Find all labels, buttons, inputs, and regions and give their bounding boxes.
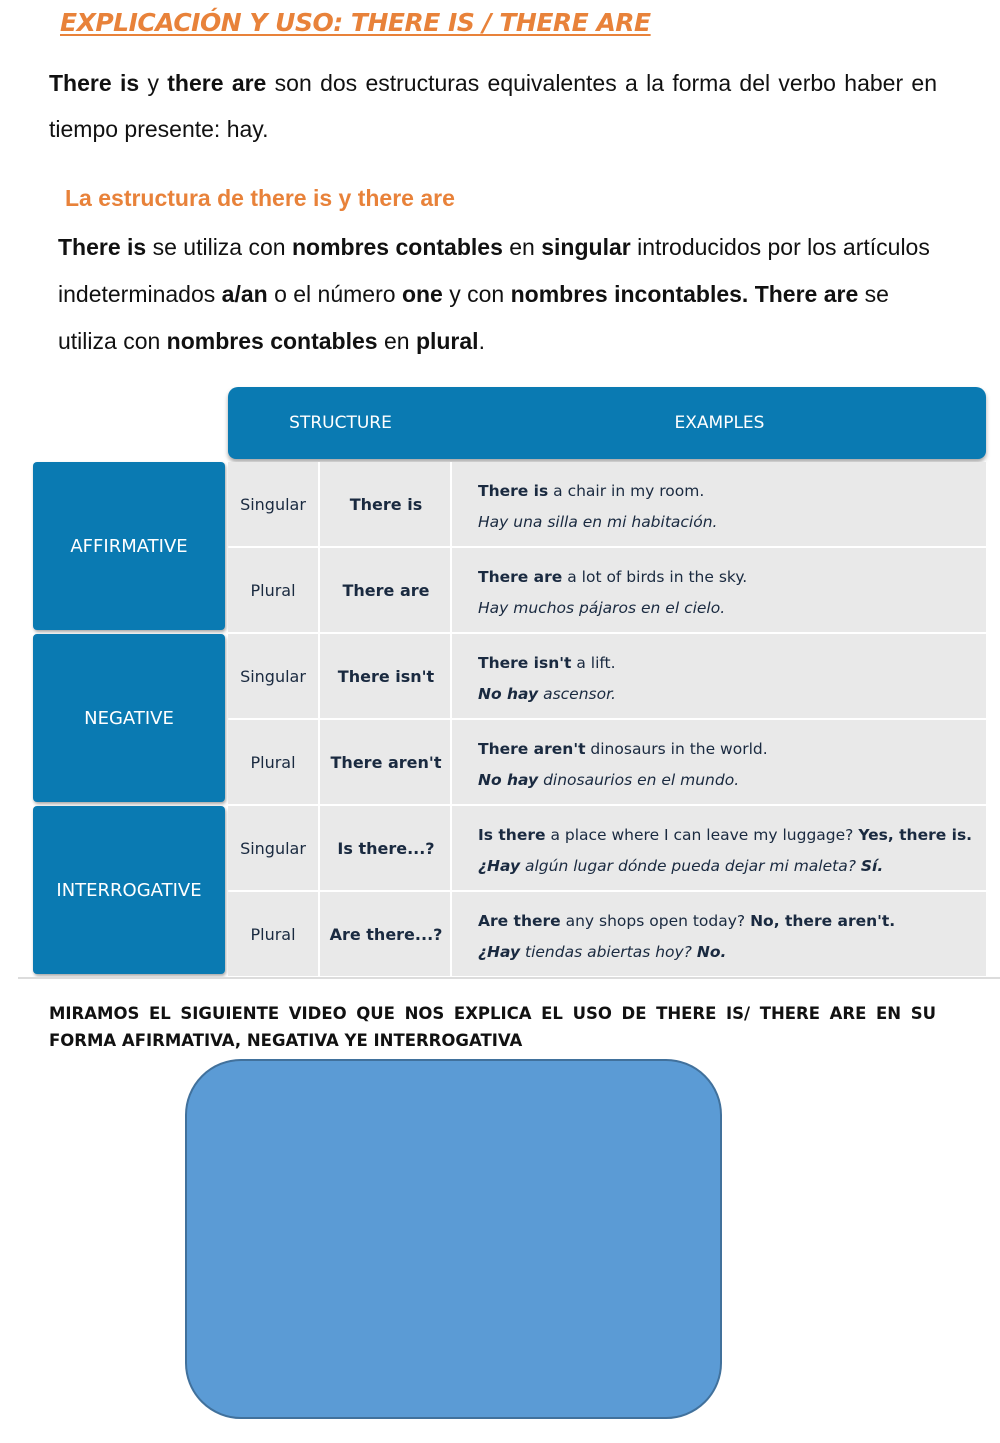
header-structure: STRUCTURE — [289, 413, 392, 433]
example-en-bold: There is — [478, 482, 549, 500]
structure-paragraph — [58, 224, 943, 365]
form-cell: There isn't — [322, 634, 452, 718]
example-en — [478, 562, 978, 593]
example-en-bold: There are — [478, 568, 563, 586]
example-cell — [478, 734, 978, 796]
example-es — [478, 593, 978, 624]
example-es — [478, 507, 978, 538]
number-cell: Plural — [228, 892, 320, 976]
form-cell: Are there...? — [322, 892, 452, 976]
example-cell — [478, 820, 978, 882]
number-cell: Plural — [228, 548, 320, 632]
example-en-bold: There isn't — [478, 654, 572, 672]
example-es-text: Hay una silla en mi habitación. — [478, 513, 718, 531]
number-cell: Plural — [228, 720, 320, 804]
example-en-answer: Yes, there is. — [858, 826, 973, 844]
intro-bold-there-are: there are — [167, 70, 267, 96]
bold-term: singular — [541, 234, 631, 260]
intro-text: y — [139, 70, 168, 96]
example-es — [478, 851, 978, 882]
group-interrogative: INTERROGATIVE — [33, 806, 225, 974]
example-es-text: Hay muchos pájaros en el cielo. — [478, 599, 726, 617]
intro-text: son dos estructuras equivalentes a la forma del verbo haber en tiempo presente: hay. — [49, 70, 937, 142]
example-es-answer: Sí. — [860, 857, 884, 875]
video-placeholder[interactable] — [185, 1059, 722, 1419]
table-row — [228, 806, 986, 890]
divider — [18, 977, 1000, 979]
example-en-bold: Are there — [478, 912, 561, 930]
example-en — [478, 648, 978, 679]
intro-paragraph — [49, 60, 937, 152]
intro-bold-there-is: There is — [49, 70, 140, 96]
number-cell: Singular — [228, 634, 320, 718]
example-es-text: algún lugar dónde pueda dejar mi maleta? — [520, 857, 861, 875]
example-es-bold: ¿Hay — [478, 857, 521, 875]
example-en-text: a lift. — [571, 654, 616, 672]
example-cell — [478, 906, 978, 968]
bold-term: There is — [58, 234, 147, 260]
example-es-text: tiendas abiertas hoy? — [520, 943, 697, 961]
example-cell — [478, 476, 978, 538]
text: y con — [442, 281, 511, 307]
text: introducidos por los artículos indeterminados — [58, 234, 930, 307]
text: se utiliza con — [58, 281, 889, 354]
text: en — [502, 234, 542, 260]
example-cell — [478, 562, 978, 624]
example-en-text: a lot of birds in the sky. — [562, 568, 748, 586]
table-row — [228, 548, 986, 632]
text: se utiliza con — [146, 234, 292, 260]
example-en-text: dinosaurs in the world. — [585, 740, 768, 758]
video-instruction: MIRAMOS EL SIGUIENTE VIDEO QUE NOS EXPLICA EL USO DE THERE IS/ THERE ARE EN SU FORMA AFIRMATIVA, NEGATIVA YE INTERROGATIVA — [49, 1004, 936, 1050]
example-es-bold: No hay — [478, 685, 539, 703]
bold-term: a/an — [221, 281, 268, 307]
header-examples: EXAMPLES — [674, 413, 765, 433]
text: o el número — [267, 281, 402, 307]
form-cell: Is there...? — [322, 806, 452, 890]
example-es-text: dinosaurios en el mundo. — [538, 771, 740, 789]
number-cell: Singular — [228, 806, 320, 890]
text: en — [377, 328, 416, 354]
example-en-bold: Is there — [478, 826, 546, 844]
grammar-table — [0, 383, 1000, 978]
group-affirmative: AFFIRMATIVE — [33, 462, 225, 630]
table-header — [228, 387, 986, 459]
bold-term: nombres contables — [291, 234, 503, 260]
table-row — [228, 634, 986, 718]
example-en — [478, 820, 978, 851]
example-cell — [478, 648, 978, 710]
text: . — [478, 328, 485, 354]
example-en-bold: There aren't — [478, 740, 586, 758]
bold-term: one — [401, 281, 443, 307]
bold-term: nombres incontables. There are — [510, 281, 859, 307]
example-en-text: any shops open today? — [560, 912, 751, 930]
section-title: La estructura de there is y there are — [65, 185, 455, 211]
example-en — [478, 476, 978, 507]
bold-term: nombres contables — [166, 328, 378, 354]
example-en-text: a chair in my room. — [548, 482, 705, 500]
example-es-text: ascensor. — [538, 685, 616, 703]
group-negative: NEGATIVE — [33, 634, 225, 802]
number-cell: Singular — [228, 462, 320, 546]
example-es — [478, 937, 978, 968]
table-row — [228, 720, 986, 804]
form-cell: There are — [322, 548, 452, 632]
form-cell: There is — [322, 462, 452, 546]
form-cell: There aren't — [322, 720, 452, 804]
example-en — [478, 734, 978, 765]
example-es-bold: ¿Hay — [478, 943, 521, 961]
example-en-text: a place where I can leave my luggage? — [545, 826, 859, 844]
example-es-bold: No hay — [478, 771, 539, 789]
table-row — [228, 892, 986, 976]
example-es — [478, 679, 978, 710]
example-en-answer: No, there aren't. — [750, 912, 896, 930]
example-en — [478, 906, 978, 937]
table-row — [228, 462, 986, 546]
bold-term: plural — [415, 328, 479, 354]
example-es-answer: No. — [696, 943, 727, 961]
page-title: EXPLICACIÓN Y USO: THERE IS / THERE ARE — [60, 8, 651, 37]
example-es — [478, 765, 978, 796]
